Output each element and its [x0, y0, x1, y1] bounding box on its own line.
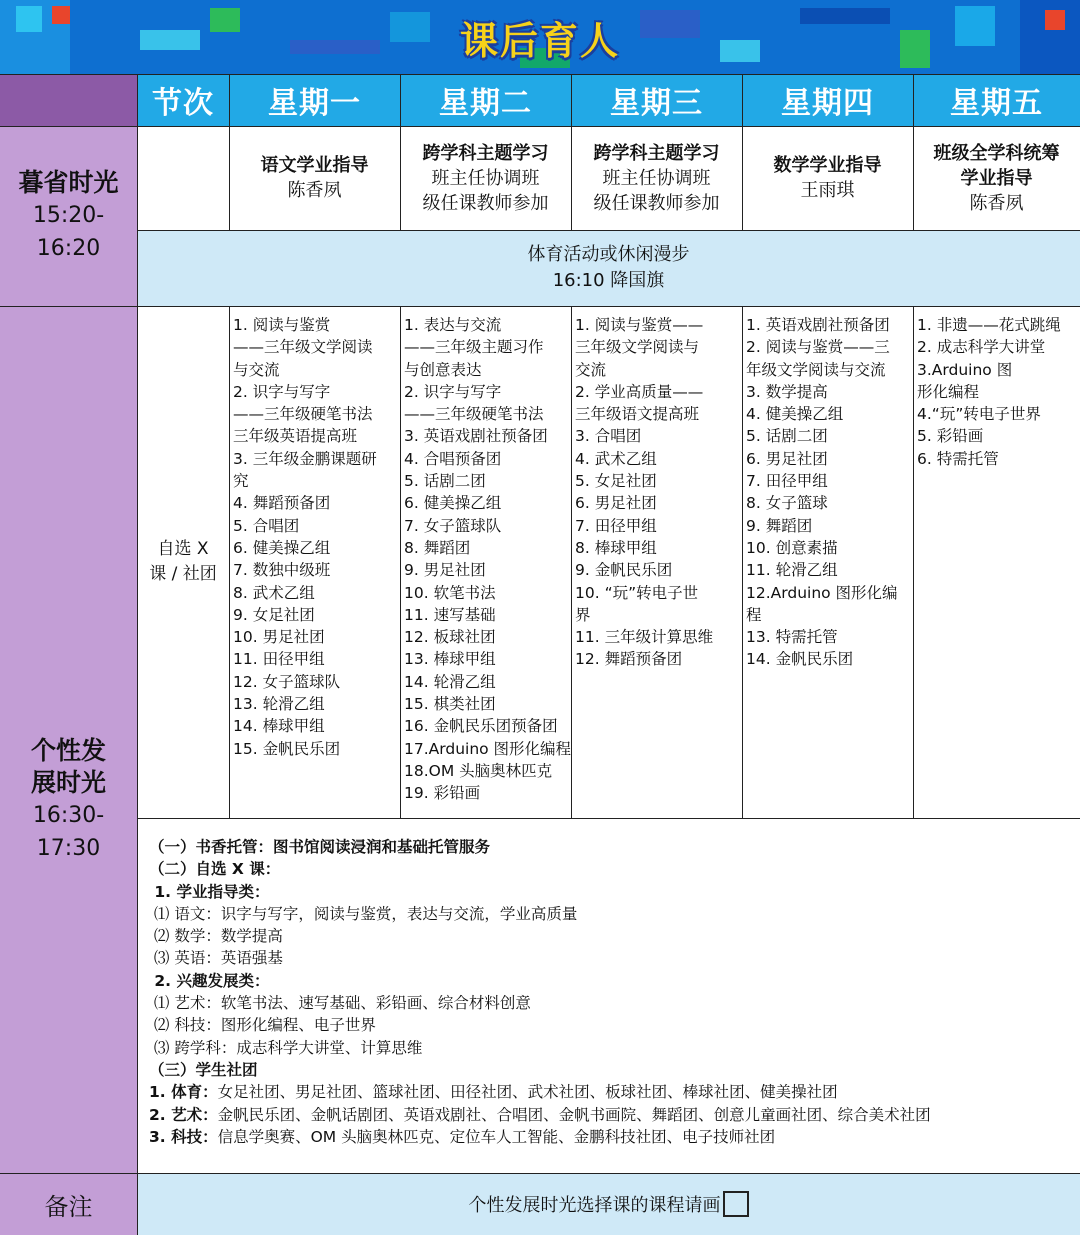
header-day-thu: 星期四	[742, 74, 913, 126]
course-item: 14. 棒球甲组	[233, 717, 325, 736]
dusk-wed-subject: 跨学科主题学习	[593, 142, 720, 164]
course-item: 7. 女子篮球队	[404, 516, 502, 535]
course-item: 10. 软笔书法	[404, 583, 496, 602]
course-item: 12. 女子篮球队	[233, 672, 341, 691]
course-item: 4.“玩”转电子世界	[917, 405, 1041, 424]
dusk-time-start: 15:20-	[32, 203, 105, 228]
elective-label-cell	[137, 306, 229, 818]
note-line: ⑴ 语文：识字与写字，阅读与鉴赏，表达与交流，学业高质量	[149, 904, 578, 923]
dusk-tue-subject: 跨学科主题学习	[422, 142, 549, 164]
course-list-mon	[229, 306, 400, 818]
activity-band	[137, 230, 1080, 306]
checkbox-square[interactable]	[723, 1191, 749, 1217]
course-item: 8. 舞蹈团	[404, 538, 471, 557]
activity-band-line2: 16:10 降国旗	[552, 270, 665, 291]
dusk-cell-mon	[229, 126, 400, 230]
course-item: 9. 女足社团	[233, 605, 315, 624]
course-item: 11. 三年级计算思维	[575, 628, 714, 647]
note-line: 2. 兴趣发展类：	[149, 971, 270, 990]
note-line	[149, 1126, 1080, 1148]
remark-label: 备注	[44, 1192, 93, 1221]
dusk-label-cell	[0, 126, 137, 306]
dusk-fri-subject: 班级全学科统筹	[933, 142, 1060, 164]
dusk-tue-line3: 级任课教师参加	[422, 192, 549, 214]
course-item: 14. 轮滑乙组	[404, 672, 496, 691]
course-item: ——三年级主题习作	[404, 338, 544, 357]
dusk-tue-line2: 班主任协调班	[431, 167, 540, 189]
course-list-wed	[571, 306, 742, 818]
dusk-wed-line2: 班主任协调班	[602, 167, 711, 189]
course-item: 与创意表达	[404, 360, 482, 379]
dusk-cell-tue	[400, 126, 571, 230]
course-item: 6. 健美操乙组	[233, 538, 331, 557]
course-item: 3. 三年级金鹏课题研	[233, 449, 377, 468]
header-session: 节次	[137, 74, 229, 126]
remark-text: 个性发展时光选择课的课程请画	[468, 1195, 721, 1216]
note-line: ⑵ 科技：图形化编程、电子世界	[149, 1016, 376, 1035]
course-item: 三年级文学阅读与	[575, 338, 700, 357]
personal-label-line2: 展时光	[30, 767, 106, 797]
note-line: ⑵ 数学：数学提高	[149, 927, 283, 946]
course-item: 5. 合唱团	[233, 516, 300, 535]
course-list-tue	[400, 306, 571, 818]
course-item: 6. 男足社团	[575, 494, 657, 513]
course-item: ——三年级硬笔书法	[233, 405, 373, 424]
course-item: 究	[233, 472, 249, 491]
course-item: 4. 健美操乙组	[746, 405, 844, 424]
course-item: 1. 表达与交流	[404, 316, 502, 334]
header-day-mon: 星期一	[229, 74, 400, 126]
note-line: 1. 学业指导类：	[149, 882, 270, 901]
course-item: 4. 舞蹈预备团	[233, 494, 331, 513]
dusk-cell-fri	[913, 126, 1080, 230]
course-item: 11. 速写基础	[404, 605, 496, 624]
note-line	[149, 1081, 1080, 1103]
note-line: ⑶ 跨学科：成志科学大讲堂、计算思维	[149, 1038, 423, 1057]
dusk-label: 暮省时光	[18, 168, 119, 197]
dusk-mon-subject: 语文学业指导	[260, 155, 369, 176]
course-item: 13. 棒球甲组	[404, 650, 496, 669]
course-item: 5. 女足社团	[575, 472, 657, 491]
course-item: 19. 彩铅画	[404, 784, 481, 803]
course-item: 2. 识字与写字	[404, 382, 502, 401]
remark-cell	[137, 1173, 1080, 1235]
dusk-wed-line3: 级任课教师参加	[593, 192, 720, 214]
course-item: 15. 金帆民乐团	[233, 739, 341, 758]
course-list-thu	[742, 306, 913, 818]
course-item: 16. 金帆民乐团预备团	[404, 717, 558, 736]
dusk-thu-teacher: 王雨琪	[800, 180, 855, 201]
note-line-head: 3. 科技：	[149, 1127, 218, 1146]
activity-band-line1: 体育活动或休闲漫步	[527, 244, 690, 265]
course-item: 8. 棒球甲组	[575, 538, 657, 557]
course-item: 4. 合唱预备团	[404, 449, 502, 468]
course-item: 程	[746, 605, 762, 624]
course-item: 三年级语文提高班	[575, 405, 700, 424]
note-line-body: 金帆民乐团、金帆话剧团、英语戏剧社、合唱团、金帆书画院、舞蹈团、创意儿童画社团、综合美术社团	[217, 1105, 931, 1124]
dusk-time-end: 16:20	[36, 236, 101, 261]
course-item: 11. 田径甲组	[233, 650, 325, 669]
note-line-head: 1. 体育：	[149, 1083, 218, 1102]
course-item: 7. 数独中级班	[233, 561, 331, 580]
note-line: ⑶ 英语：英语强基	[149, 949, 283, 968]
course-item: 3. 合唱团	[575, 427, 642, 446]
course-item: ——三年级硬笔书法	[404, 405, 544, 424]
course-item: 6. 男足社团	[746, 449, 828, 468]
personal-time-end: 17:30	[36, 835, 101, 861]
elective-label-line1: 自选 X	[157, 539, 209, 559]
course-item: 6. 特需托管	[917, 449, 999, 468]
course-item: 7. 田径甲组	[575, 516, 657, 535]
note-line-body: 女足社团、男足社团、篮球社团、田径社团、武术社团、板球社团、棒球社团、健美操社团	[217, 1083, 838, 1102]
course-item: 5. 话剧二团	[746, 427, 828, 446]
course-item: 1. 非遗——花式跳绳	[917, 316, 1061, 334]
course-item: 年级文学阅读与交流	[746, 360, 886, 379]
course-item: 10. “玩”转电子世	[575, 583, 699, 602]
header-corner	[0, 74, 137, 126]
course-item: 2. 识字与写字	[233, 382, 331, 401]
course-item: 13. 轮滑乙组	[233, 695, 325, 714]
course-item: 1. 阅读与鉴赏——	[575, 316, 704, 334]
course-item: 18.OM 头脑奥林匹克	[404, 761, 553, 780]
course-item: 2. 阅读与鉴赏——三	[746, 338, 890, 357]
course-item: 1. 英语戏剧社预备团	[746, 316, 890, 334]
note-line	[149, 1104, 1080, 1126]
course-item: 3.Arduino 图	[917, 360, 1013, 379]
course-item: 3. 数学提高	[746, 382, 828, 401]
course-item: 13. 特需托管	[746, 628, 838, 647]
course-item: 8. 女子篮球	[746, 494, 828, 513]
dusk-fri-teacher: 陈香夙	[969, 192, 1024, 214]
header-day-tue: 星期二	[400, 74, 571, 126]
remark-label-cell	[0, 1173, 137, 1235]
course-item: 8. 武术乙组	[233, 583, 315, 602]
course-item: 5. 彩铅画	[917, 427, 984, 446]
personal-label-line1: 个性发	[30, 735, 106, 765]
header-day-wed: 星期三	[571, 74, 742, 126]
course-item: 2. 学业高质量——	[575, 382, 704, 401]
dusk-cell-thu	[742, 126, 913, 230]
course-item: 9. 金帆民乐团	[575, 561, 673, 580]
course-item: 交流	[575, 360, 607, 379]
dusk-cell-wed	[571, 126, 742, 230]
course-item: 6. 健美操乙组	[404, 494, 502, 513]
course-item: 10. 男足社团	[233, 628, 325, 647]
course-item: 12. 舞蹈预备团	[575, 650, 683, 669]
course-item: 12.Arduino 图形化编	[746, 583, 898, 602]
course-item: 9. 男足社团	[404, 561, 486, 580]
course-item: 与交流	[233, 360, 280, 379]
course-item: 形化编程	[917, 382, 980, 401]
course-item: 14. 金帆民乐团	[746, 650, 854, 669]
dusk-fri-line2: 学业指导	[960, 167, 1033, 189]
course-item: 9. 舞蹈团	[746, 516, 813, 535]
dusk-mon-teacher: 陈香夙	[287, 180, 342, 201]
note-line-body: 信息学奥赛、OM 头脑奥林匹克、定位车人工智能、金鹏科技社团、电子技师社团	[217, 1127, 776, 1146]
elective-label-line2: 课 / 社团	[149, 564, 217, 584]
course-item: 5. 话剧二团	[404, 472, 486, 491]
note-line: （三）学生社团	[149, 1060, 258, 1079]
course-item: 1. 阅读与鉴赏	[233, 316, 331, 334]
course-item: 15. 棋类社团	[404, 695, 496, 714]
dusk-thu-subject: 数学学业指导	[773, 155, 882, 176]
note-line: ⑴ 艺术：软笔书法、速写基础、彩铅画、综合材料创意	[149, 994, 531, 1013]
course-item: 11. 轮滑乙组	[746, 561, 838, 580]
course-item: 7. 田径甲组	[746, 472, 828, 491]
note-line: （一）书香托管：图书馆阅读浸润和基础托管服务	[149, 838, 491, 856]
personal-time-start: 16:30-	[32, 802, 105, 828]
course-item: 10. 创意素描	[746, 538, 838, 557]
course-item: 3. 英语戏剧社预备团	[404, 427, 548, 446]
title-banner	[0, 0, 1080, 74]
course-item: 4. 武术乙组	[575, 449, 657, 468]
course-item: 三年级英语提高班	[233, 427, 358, 446]
course-item: 17.Arduino 图形化编程	[404, 739, 572, 758]
course-item: 2. 成志科学大讲堂	[917, 338, 1046, 357]
page-title: 课后育人	[459, 18, 620, 63]
note-line: （二）自选 X 课：	[149, 860, 281, 879]
course-item: ——三年级文学阅读	[233, 338, 373, 357]
personal-label-cell	[0, 306, 137, 1173]
course-item: 界	[575, 605, 591, 624]
course-list-fri	[913, 306, 1080, 818]
notes-section	[137, 818, 1080, 1173]
header-day-fri: 星期五	[913, 74, 1080, 126]
note-line-head: 2. 艺术：	[149, 1105, 218, 1124]
course-item: 12. 板球社团	[404, 628, 496, 647]
